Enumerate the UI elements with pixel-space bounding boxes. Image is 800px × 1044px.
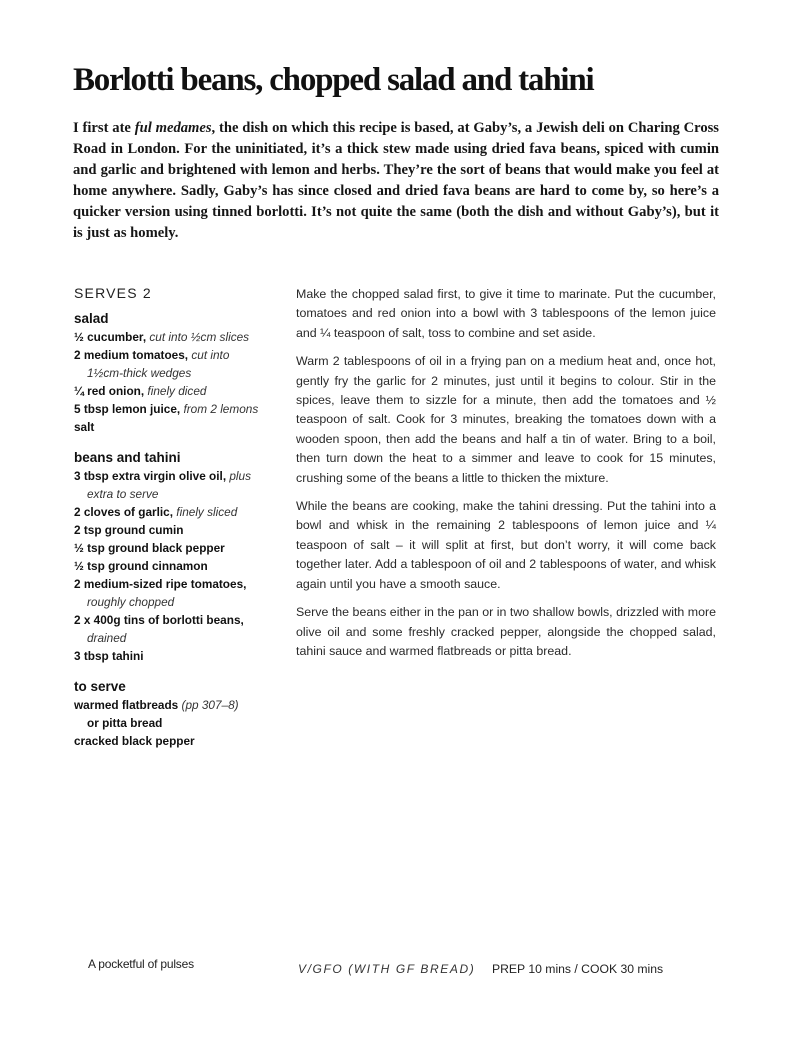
ingredient-group-title: salad — [74, 311, 109, 326]
ingredient-group — [74, 450, 279, 665]
ingredient-item — [74, 418, 279, 436]
ingredient-name: 2 medium-sized ripe tomatoes, — [74, 577, 247, 591]
ingredient-name: 5 tbsp lemon juice, — [74, 402, 181, 416]
footer-time-info: PREP 10 mins / COOK 30 mins — [492, 962, 664, 976]
ingredient-note-continued: extra to serve — [87, 487, 159, 501]
method-step: Serve the beans either in the pan or in two shallow bowls, drizzled with more olive oil and some freshly cracked pepper, alongside the chopped salad, tahini sauce and warmed flatbreads or pitta bread. — [296, 605, 716, 658]
ingredient-group — [74, 679, 279, 750]
ingredient-name: salt — [74, 420, 95, 434]
ingredient-group-title: beans and tahini — [74, 450, 181, 465]
ingredient-note: (pp 307–8) — [178, 698, 239, 712]
method-step: Warm 2 tablespoons of oil in a frying pan on a medium heat and, once hot, gently fry the garlic for 2 minutes, just until it begins to colour. Stir in the spices, leave them to sizzle for a minute, then add the tomatoes and ½ teaspoon of salt. Cook for 3 minutes, breaking the tomatoes down with a wooden spoon, then add the beans and half a tin of water. Bring to a boil, then turn down the heat to a simmer and leave to cook for 15 minutes, crushing some of the beans a little to thicken the mixture. — [296, 354, 716, 485]
ingredient-group — [74, 311, 279, 436]
ingredient-item — [74, 467, 279, 503]
intro-paragraph — [73, 118, 719, 244]
intro-dish-name: ful medames — [134, 120, 212, 136]
ingredient-note: finely diced — [144, 384, 207, 398]
ingredient-name: 2 cloves of garlic, — [74, 505, 174, 519]
ingredient-item — [74, 732, 279, 750]
ingredient-name: 2 medium tomatoes, — [74, 348, 189, 362]
ingredient-name-continued: or pitta bread — [87, 716, 163, 730]
method-step: Make the chopped salad first, to give it time to marinate. Put the cucumber, tomatoes and red onion into a bowl with 3 tablespoons of the lemon juice and ¼ teaspoon of salt, toss to combine and set aside. — [296, 287, 716, 340]
ingredient-note-continued: roughly chopped — [87, 595, 175, 609]
ingredient-name: 2 x 400g tins of borlotti beans, — [74, 613, 244, 627]
method-step: While the beans are cooking, make the tahini dressing. Put the tahini into a bowl and whisk in the remaining 2 tablespoons of lemon juice and ¼ teaspoon of salt – it will split at first, but don’t worry, it will come back together later. Add a tablespoon of oil and 2 tablespoons of water, and whisk again until you have a smooth sauce. — [296, 499, 716, 591]
ingredient-item — [74, 647, 279, 665]
ingredients-column — [74, 285, 279, 764]
footer-book-title: A pocketful of pulses — [88, 957, 194, 971]
ingredient-note: from 2 lemons — [180, 402, 259, 416]
method-column — [296, 285, 716, 670]
serves-label: SERVES 2 — [74, 285, 152, 301]
ingredient-note-continued: 1½cm-thick wedges — [87, 366, 192, 380]
ingredient-item — [74, 503, 279, 521]
ingredient-item — [74, 400, 279, 418]
ingredient-name: ½ tsp ground cinnamon — [74, 559, 208, 573]
recipe-title: Borlotti beans, chopped salad and tahini — [73, 62, 594, 98]
footer-diet-info: V/GFO (WITH GF BREAD) — [298, 962, 476, 976]
ingredient-name: 2 tsp ground cumin — [74, 523, 184, 537]
ingredient-item — [74, 328, 279, 346]
intro-text-start: I first ate — [73, 120, 135, 136]
ingredient-name: ¼ red onion, — [74, 384, 145, 398]
ingredient-item — [74, 575, 279, 611]
intro-text-rest: , the dish on which this recipe is based, at Gaby’s, a Jewish deli on Charing Cross Road in London. For the uninitiated, it’s a thick stew made using dried fava beans, spiced with cumin and garlic and brightened with lemon and herbs. They’re the sort of beans that would make you feel at home anywhere. Sadly, Gaby’s has since closed and dried fava beans are hard to come by, so here’s a quicker version using tinned borlotti. It’s not quite the same (both the dish and without Gaby’s), but it is just as homely. — [73, 120, 719, 241]
ingredient-note: finely sliced — [173, 505, 238, 519]
ingredient-name: ½ cucumber, — [74, 330, 147, 344]
ingredient-group-title: to serve — [74, 679, 126, 694]
ingredient-note: plus — [226, 469, 252, 483]
ingredient-item — [74, 557, 279, 575]
ingredient-name: cracked black pepper — [74, 734, 195, 748]
ingredient-note-continued: drained — [87, 631, 127, 645]
ingredient-item — [74, 346, 279, 382]
ingredient-name: 3 tbsp tahini — [74, 649, 144, 663]
ingredient-item — [74, 539, 279, 557]
ingredient-item — [74, 521, 279, 539]
ingredient-name: ½ tsp ground black pepper — [74, 541, 225, 555]
ingredient-item — [74, 382, 279, 400]
ingredient-groups — [74, 311, 279, 750]
ingredient-item — [74, 611, 279, 647]
ingredient-note: cut into ½cm slices — [146, 330, 250, 344]
ingredient-name: 3 tbsp extra virgin olive oil, — [74, 469, 227, 483]
ingredient-item — [74, 696, 279, 732]
ingredient-name: warmed flatbreads — [74, 698, 179, 712]
ingredient-note: cut into — [188, 348, 230, 362]
